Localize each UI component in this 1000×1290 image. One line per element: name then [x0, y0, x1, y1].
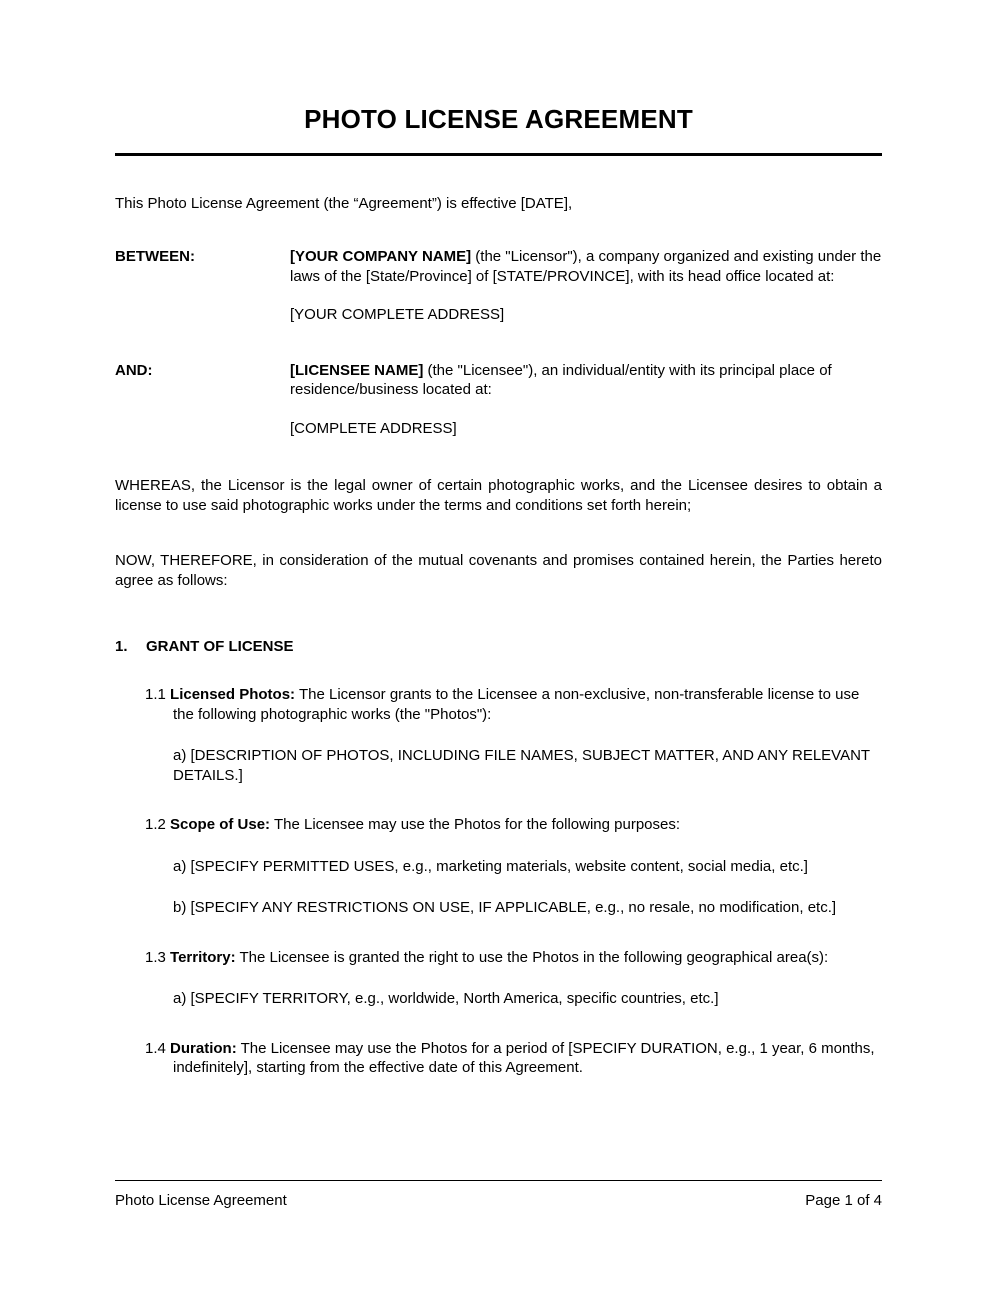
licensor-name: [YOUR COMPANY NAME] — [290, 248, 472, 266]
party-block-licensor — [115, 247, 882, 325]
clause-1-4-term: Duration: — [170, 1039, 237, 1057]
section-number-1: 1. — [115, 638, 128, 656]
clause-1-2-subitem-b: b) [SPECIFY ANY RESTRICTIONS ON USE, IF APPLICABLE, e.g., no resale, no modification, etc.] — [173, 899, 837, 917]
party-label-and: AND: — [115, 361, 153, 379]
licensor-description-line — [290, 247, 882, 286]
licensee-description: (the "Licensee"), an individual/entity with its principal place of residence/business located at: — [290, 361, 832, 399]
party-details-licensor — [290, 247, 882, 325]
party-label-between: BETWEEN: — [115, 248, 195, 266]
clause-1-4-number: 1.4 — [145, 1039, 166, 1057]
clause-1-1-number: 1.1 — [145, 686, 166, 704]
page-footer — [115, 1180, 882, 1211]
section-heading-1 — [115, 638, 882, 655]
licensee-address: [COMPLETE ADDRESS] — [290, 419, 457, 437]
clause-1-2 — [145, 815, 882, 835]
clause-1-2-number: 1.2 — [145, 816, 166, 834]
clause-1-2-subitem-a: a) [SPECIFY PERMITTED USES, e.g., marketing materials, website content, social media, etc.] — [173, 857, 808, 875]
title-divider — [115, 153, 882, 156]
clause-1-1 — [145, 685, 882, 724]
clause-1-4-text: The Licensee may use the Photos for a period of [SPECIFY DURATION, e.g., 1 year, 6 months, indefinitely], starting from the effective date of this Agreement. — [173, 1039, 875, 1077]
recital-whereas: WHEREAS, the Licensor is the legal owner of certain photographic works, and the Licensee desires to obtain a license to use said photographic works under the terms and conditions set forth herein; — [115, 477, 882, 514]
section-title-1: GRANT OF LICENSE — [146, 638, 294, 656]
footer-page-number: Page 1 of 4 — [805, 1192, 882, 1209]
clause-1-3-term: Territory: — [170, 948, 236, 966]
clause-1-1-text: The Licensor grants to the Licensee a non-exclusive, non-transferable license to use the following photographic works (the "Photos"): — [173, 686, 860, 723]
clause-list-1 — [115, 685, 882, 1078]
intro-paragraph: This Photo License Agreement (the “Agreement”) is effective [DATE], — [115, 194, 573, 212]
party-block-licensee — [115, 361, 882, 439]
clause-1-2-term: Scope of Use: — [170, 816, 271, 834]
licensor-address: [YOUR COMPLETE ADDRESS] — [290, 306, 505, 324]
clause-1-3-text: The Licensee is granted the right to use the Photos in the following geographical area(s): — [235, 948, 829, 966]
licensee-description-line — [290, 361, 882, 400]
recital-now-therefore: NOW, THEREFORE, in consideration of the mutual covenants and promises contained herein, the Parties hereto agree as follows: — [115, 552, 882, 589]
clause-1-3-subitem-a: a) [SPECIFY TERRITORY, e.g., worldwide, North America, specific countries, etc.] — [173, 990, 719, 1008]
clause-1-2-text: The Licensee may use the Photos for the following purposes: — [270, 816, 681, 834]
clause-1-1-term: Licensed Photos: — [170, 686, 296, 704]
licensee-name: [LICENSEE NAME] — [290, 361, 424, 379]
clause-1-4 — [145, 1039, 882, 1078]
footer-row — [115, 1181, 882, 1211]
clause-1-3 — [145, 948, 882, 968]
party-details-licensee — [290, 361, 882, 439]
footer-document-name: Photo License Agreement — [115, 1192, 287, 1209]
clause-1-1-subitem-a: a) [DESCRIPTION OF PHOTOS, INCLUDING FILE NAMES, SUBJECT MATTER, AND ANY RELEVANT DETAILS.] — [173, 747, 870, 784]
clause-1-3-number: 1.3 — [145, 948, 166, 966]
document-body — [115, 0, 882, 1078]
page-title: PHOTO LICENSE AGREEMENT — [304, 104, 693, 134]
licensor-description: (the "Licensor"), a company organized and existing under the laws of the [State/Province] of [STATE/PROVINCE], with its head office located at: — [290, 248, 882, 285]
